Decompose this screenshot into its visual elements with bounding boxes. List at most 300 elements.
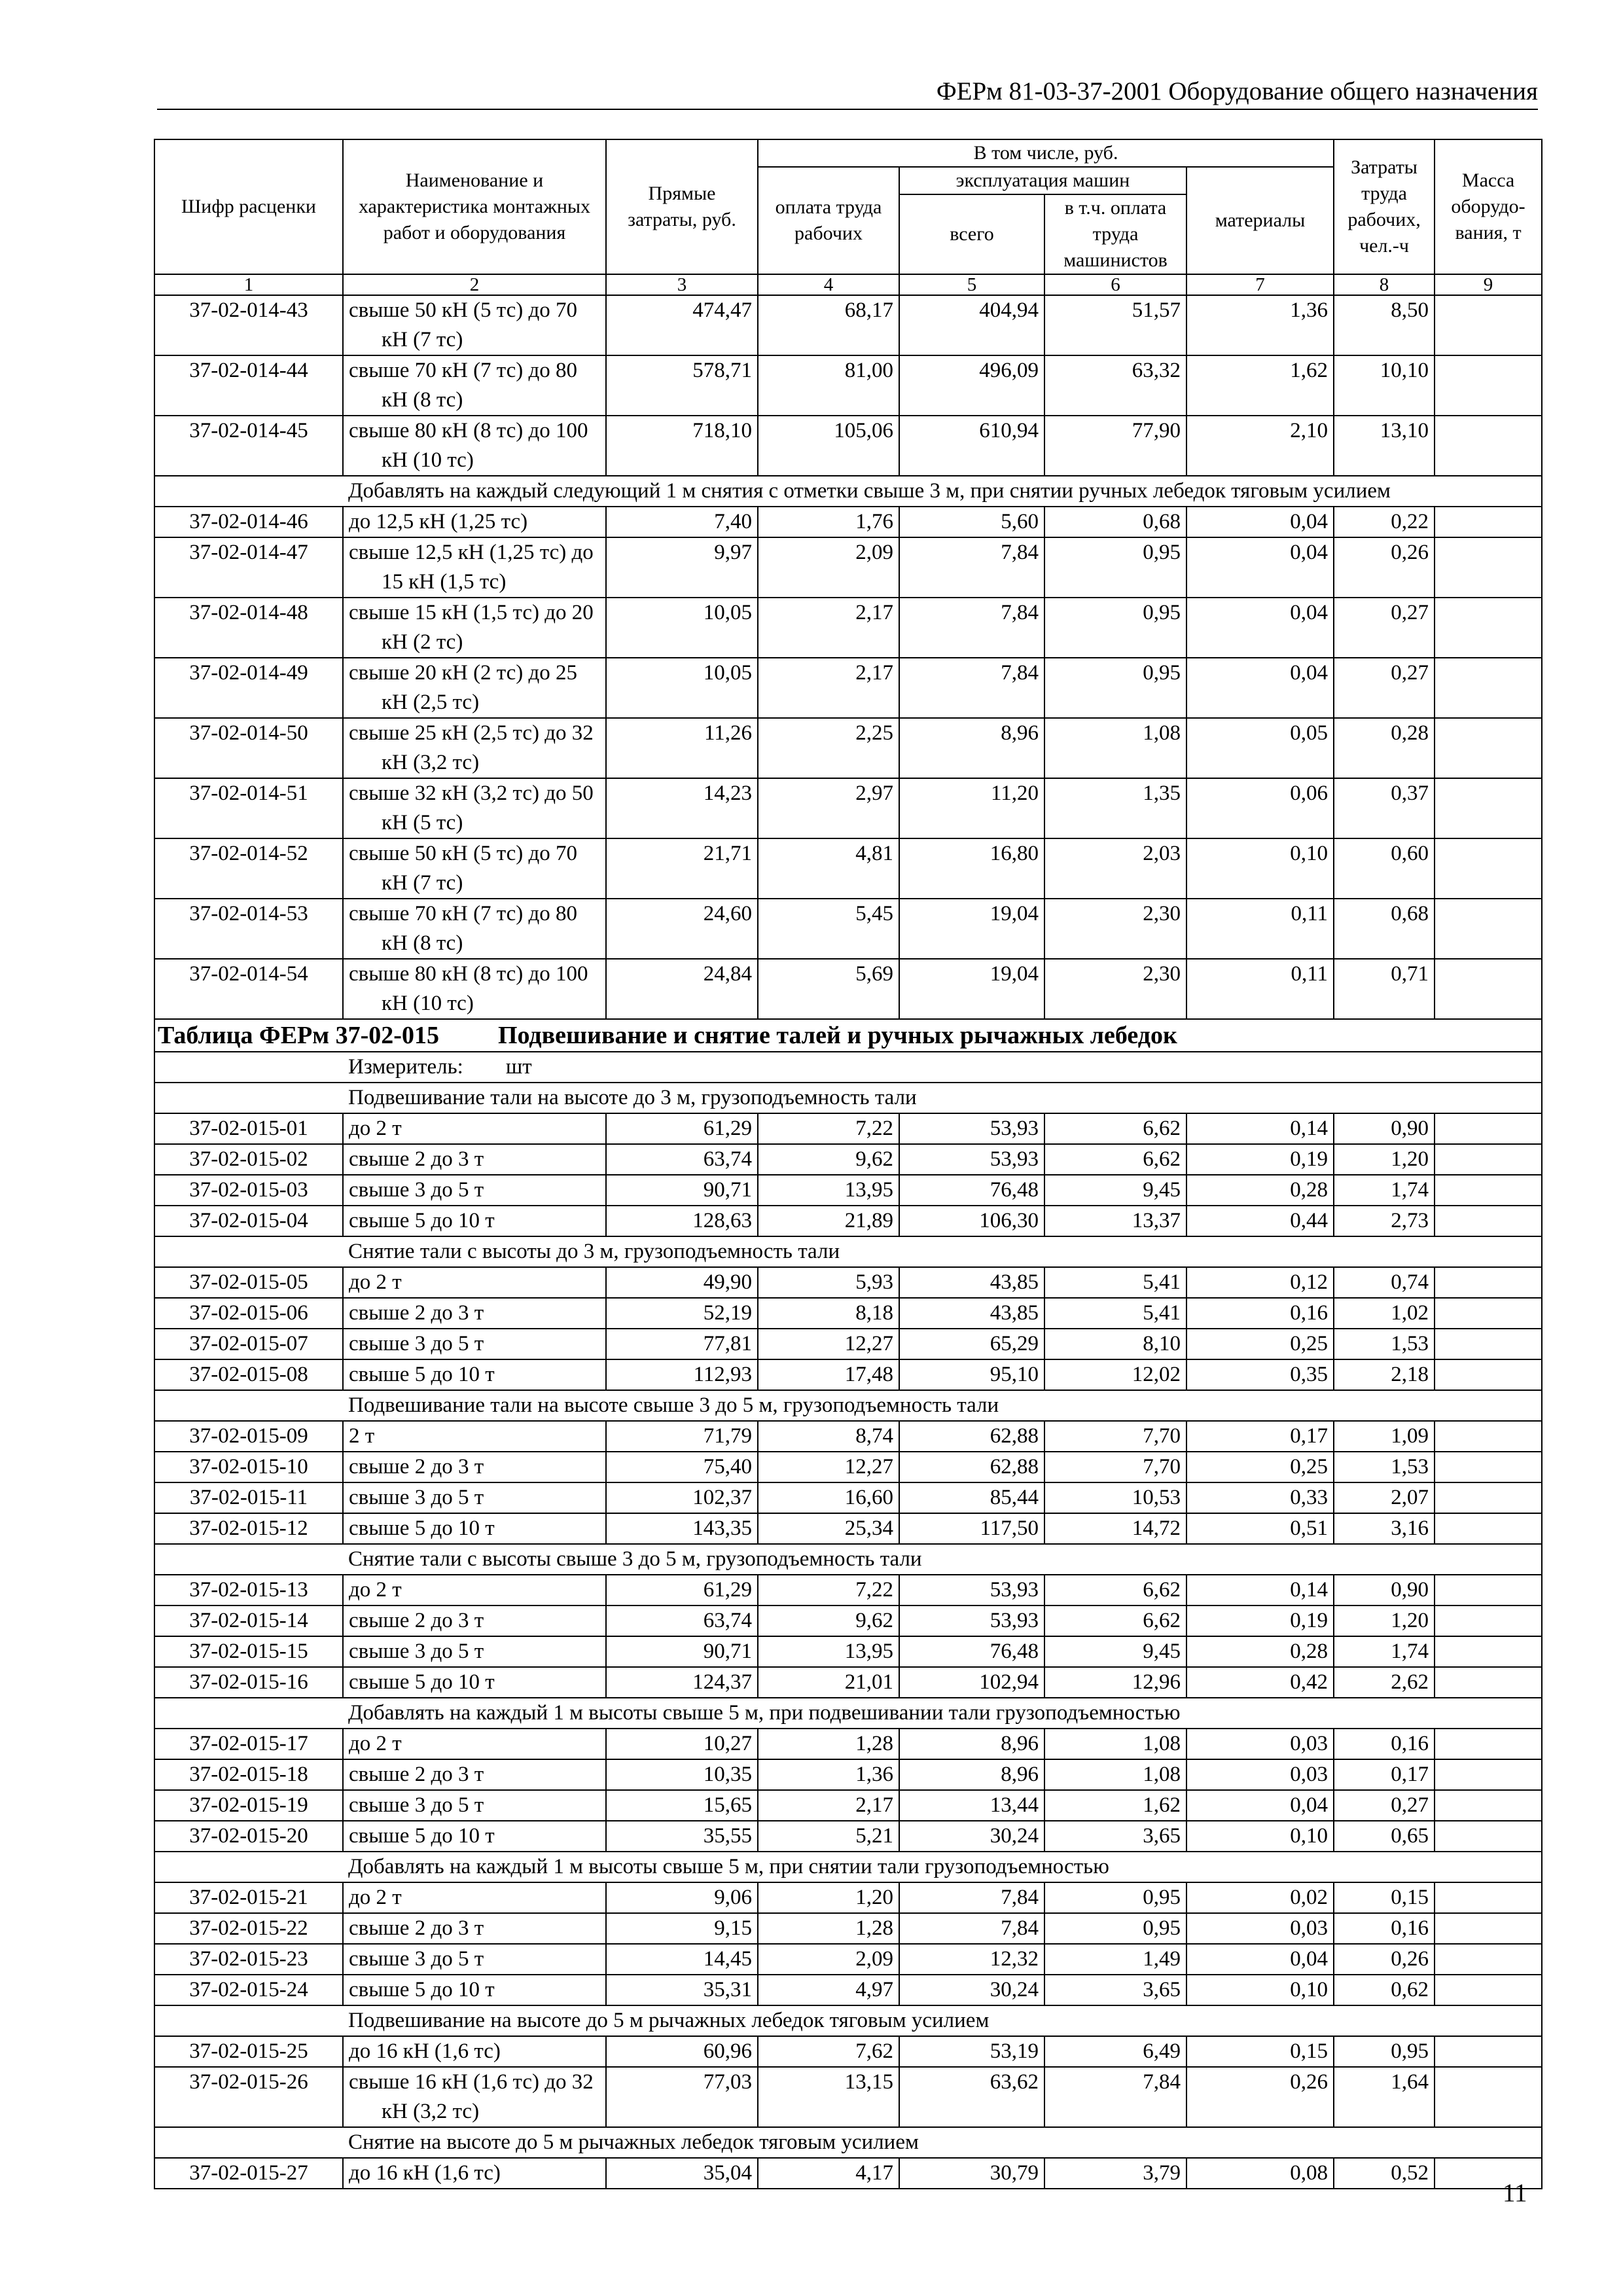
value-cell: 61,29 xyxy=(606,1575,758,1605)
col-materials-header: материалы xyxy=(1186,167,1334,274)
value-cell: 12,27 xyxy=(758,1329,899,1359)
value-cell: 2,30 xyxy=(1044,899,1186,959)
work-name: свыше 2 до 3 т xyxy=(343,1452,606,1482)
value-cell: 1,76 xyxy=(758,507,899,537)
table-row xyxy=(154,959,1542,1019)
value-cell: 0,14 xyxy=(1186,1113,1334,1144)
col-number: 5 xyxy=(899,274,1044,295)
table-name: Подвешивание и снятие талей и ручных рычажных лебедок xyxy=(497,1022,1177,1049)
value-cell: 0,04 xyxy=(1186,1790,1334,1821)
value-cell: 718,10 xyxy=(606,416,758,476)
section-spacer xyxy=(154,1544,343,1575)
mass-cell xyxy=(1435,1605,1542,1636)
mass-cell xyxy=(1435,2036,1542,2067)
mass-cell xyxy=(1435,1913,1542,1944)
rate-code: 37-02-015-03 xyxy=(154,1175,343,1206)
section-title: Снятие тали с высоты до 3 м, грузоподъемность тали xyxy=(343,1236,1542,1267)
rate-code: 37-02-015-20 xyxy=(154,1821,343,1852)
mass-cell xyxy=(1435,1452,1542,1482)
value-cell: 1,36 xyxy=(1186,295,1334,355)
mass-cell xyxy=(1435,1513,1542,1544)
measure-row xyxy=(154,1052,1542,1083)
value-cell: 95,10 xyxy=(899,1359,1044,1390)
value-cell: 1,74 xyxy=(1334,1175,1435,1206)
value-cell: 0,25 xyxy=(1186,1452,1334,1482)
value-cell: 21,01 xyxy=(758,1667,899,1698)
mass-cell xyxy=(1435,838,1542,899)
value-cell: 106,30 xyxy=(899,1206,1044,1236)
value-cell: 1,08 xyxy=(1044,1759,1186,1790)
value-cell: 35,55 xyxy=(606,1821,758,1852)
value-cell: 30,79 xyxy=(899,2158,1044,2189)
work-name: до 2 т xyxy=(343,1113,606,1144)
value-cell: 11,26 xyxy=(606,718,758,778)
table-row xyxy=(154,1759,1542,1790)
rate-code: 37-02-015-16 xyxy=(154,1667,343,1698)
value-cell: 75,40 xyxy=(606,1452,758,1482)
value-cell: 5,41 xyxy=(1044,1298,1186,1329)
section-spacer xyxy=(154,476,343,507)
value-cell: 81,00 xyxy=(758,355,899,416)
value-cell: 16,80 xyxy=(899,838,1044,899)
value-cell: 0,95 xyxy=(1044,598,1186,658)
value-cell: 0,28 xyxy=(1186,1636,1334,1667)
value-cell: 578,71 xyxy=(606,355,758,416)
section-row xyxy=(154,2005,1542,2036)
table-row xyxy=(154,1359,1542,1390)
value-cell: 63,74 xyxy=(606,1605,758,1636)
table-row xyxy=(154,537,1542,598)
table-row xyxy=(154,1575,1542,1605)
value-cell: 17,48 xyxy=(758,1359,899,1390)
rate-code: 37-02-015-05 xyxy=(154,1267,343,1298)
rate-code: 37-02-014-53 xyxy=(154,899,343,959)
section-spacer xyxy=(154,1390,343,1421)
value-cell: 7,84 xyxy=(899,537,1044,598)
rate-code: 37-02-015-18 xyxy=(154,1759,343,1790)
value-cell: 90,71 xyxy=(606,1636,758,1667)
value-cell: 8,18 xyxy=(758,1298,899,1329)
value-cell: 0,52 xyxy=(1334,2158,1435,2189)
col-number: 9 xyxy=(1435,274,1542,295)
rate-code: 37-02-014-47 xyxy=(154,537,343,598)
value-cell: 0,12 xyxy=(1186,1267,1334,1298)
value-cell: 49,90 xyxy=(606,1267,758,1298)
table-row xyxy=(154,2036,1542,2067)
value-cell: 19,04 xyxy=(899,899,1044,959)
value-cell: 5,41 xyxy=(1044,1267,1186,1298)
value-cell: 71,79 xyxy=(606,1421,758,1452)
value-cell: 11,20 xyxy=(899,778,1044,838)
rate-code: 37-02-015-24 xyxy=(154,1975,343,2005)
mass-cell xyxy=(1435,1113,1542,1144)
rate-code: 37-02-015-07 xyxy=(154,1329,343,1359)
section-row xyxy=(154,1698,1542,1729)
section-row xyxy=(154,1852,1542,1882)
value-cell: 30,24 xyxy=(899,1821,1044,1852)
work-name: свыше 3 до 5 т xyxy=(343,1790,606,1821)
table-body xyxy=(154,295,1542,2189)
value-cell: 0,26 xyxy=(1334,537,1435,598)
work-name: свыше 3 до 5 т xyxy=(343,1482,606,1513)
rate-code: 37-02-014-54 xyxy=(154,959,343,1019)
value-cell: 13,10 xyxy=(1334,416,1435,476)
work-name: свыше 5 до 10 т xyxy=(343,1975,606,2005)
value-cell: 0,51 xyxy=(1186,1513,1334,1544)
value-cell: 3,79 xyxy=(1044,2158,1186,2189)
value-cell: 8,96 xyxy=(899,718,1044,778)
table-row xyxy=(154,1329,1542,1359)
value-cell: 0,15 xyxy=(1186,2036,1334,2067)
section-title: Добавлять на каждый 1 м высоты свыше 5 м, при подвешивании тали грузоподъемностью xyxy=(343,1698,1542,1729)
value-cell: 5,60 xyxy=(899,507,1044,537)
value-cell: 105,06 xyxy=(758,416,899,476)
value-cell: 112,93 xyxy=(606,1359,758,1390)
table-row xyxy=(154,1913,1542,1944)
table-row xyxy=(154,838,1542,899)
value-cell: 0,42 xyxy=(1186,1667,1334,1698)
value-cell: 53,93 xyxy=(899,1144,1044,1175)
section-spacer xyxy=(154,1236,343,1267)
table-row xyxy=(154,1206,1542,1236)
value-cell: 63,32 xyxy=(1044,355,1186,416)
value-cell: 10,35 xyxy=(606,1759,758,1790)
value-cell: 7,84 xyxy=(1044,2067,1186,2127)
value-cell: 2,18 xyxy=(1334,1359,1435,1390)
value-cell: 5,69 xyxy=(758,959,899,1019)
value-cell: 0,62 xyxy=(1334,1975,1435,2005)
rate-code: 37-02-015-02 xyxy=(154,1144,343,1175)
value-cell: 61,29 xyxy=(606,1113,758,1144)
mass-cell xyxy=(1435,658,1542,718)
value-cell: 8,74 xyxy=(758,1421,899,1452)
value-cell: 1,62 xyxy=(1186,355,1334,416)
work-name: до 2 т xyxy=(343,1575,606,1605)
value-cell: 12,27 xyxy=(758,1452,899,1482)
value-cell: 1,74 xyxy=(1334,1636,1435,1667)
col-code-header: Шифр расценки xyxy=(154,139,343,274)
value-cell: 0,17 xyxy=(1334,1759,1435,1790)
value-cell: 0,03 xyxy=(1186,1913,1334,1944)
work-name: свыше 2 до 3 т xyxy=(343,1913,606,1944)
value-cell: 1,08 xyxy=(1044,1729,1186,1759)
work-name: до 2 т xyxy=(343,1729,606,1759)
value-cell: 0,04 xyxy=(1186,537,1334,598)
value-cell: 2,17 xyxy=(758,1790,899,1821)
work-name: свыше 5 до 10 т xyxy=(343,1667,606,1698)
value-cell: 2,09 xyxy=(758,537,899,598)
section-spacer xyxy=(154,1698,343,1729)
measure xyxy=(154,1052,1542,1083)
value-cell: 14,23 xyxy=(606,778,758,838)
value-cell: 0,68 xyxy=(1334,899,1435,959)
rate-code: 37-02-014-46 xyxy=(154,507,343,537)
section-spacer xyxy=(154,1083,343,1113)
value-cell: 0,95 xyxy=(1334,2036,1435,2067)
value-cell: 6,62 xyxy=(1044,1575,1186,1605)
value-cell: 1,49 xyxy=(1044,1944,1186,1975)
table-row xyxy=(154,1267,1542,1298)
mass-cell xyxy=(1435,1944,1542,1975)
col-number: 2 xyxy=(343,274,606,295)
value-cell: 0,16 xyxy=(1186,1298,1334,1329)
section-spacer xyxy=(154,1852,343,1882)
rate-code: 37-02-015-15 xyxy=(154,1636,343,1667)
table-row xyxy=(154,598,1542,658)
value-cell: 63,62 xyxy=(899,2067,1044,2127)
work-name: свыше 12,5 кН (1,25 тс) до 15 кН (1,5 тс) xyxy=(343,537,606,598)
rate-code: 37-02-014-52 xyxy=(154,838,343,899)
mass-cell xyxy=(1435,1790,1542,1821)
rate-code: 37-02-015-17 xyxy=(154,1729,343,1759)
work-name: до 16 кН (1,6 тс) xyxy=(343,2158,606,2189)
col-incl-header: В том числе, руб. xyxy=(758,139,1334,167)
col-number: 7 xyxy=(1186,274,1334,295)
rate-code: 37-02-014-49 xyxy=(154,658,343,718)
work-name: свыше 2 до 3 т xyxy=(343,1759,606,1790)
value-cell: 0,04 xyxy=(1186,507,1334,537)
work-name: до 2 т xyxy=(343,1882,606,1913)
value-cell: 7,84 xyxy=(899,1913,1044,1944)
work-name: свыше 3 до 5 т xyxy=(343,1944,606,1975)
value-cell: 0,22 xyxy=(1334,507,1435,537)
value-cell: 7,84 xyxy=(899,658,1044,718)
value-cell: 5,93 xyxy=(758,1267,899,1298)
column-numbers-row xyxy=(154,274,1542,295)
value-cell: 0,44 xyxy=(1186,1206,1334,1236)
rate-code: 37-02-014-51 xyxy=(154,778,343,838)
mass-cell xyxy=(1435,1206,1542,1236)
value-cell: 7,40 xyxy=(606,507,758,537)
section-row xyxy=(154,1236,1542,1267)
value-cell: 7,62 xyxy=(758,2036,899,2067)
mass-cell xyxy=(1435,959,1542,1019)
section-title: Снятие на высоте до 5 м рычажных лебедок тяговым усилием xyxy=(343,2127,1542,2158)
value-cell: 68,17 xyxy=(758,295,899,355)
mass-cell xyxy=(1435,1175,1542,1206)
rate-code: 37-02-014-48 xyxy=(154,598,343,658)
value-cell: 1,35 xyxy=(1044,778,1186,838)
work-name: свыше 70 кН (7 тс) до 80 кН (8 тс) xyxy=(343,899,606,959)
table-row xyxy=(154,507,1542,537)
value-cell: 77,90 xyxy=(1044,416,1186,476)
table-row xyxy=(154,1482,1542,1513)
mass-cell xyxy=(1435,507,1542,537)
section-row xyxy=(154,476,1542,507)
value-cell: 1,20 xyxy=(758,1882,899,1913)
mass-cell xyxy=(1435,1482,1542,1513)
col-machinist-wages-header: в т.ч. оплата труда машинистов xyxy=(1044,194,1186,274)
value-cell: 0,71 xyxy=(1334,959,1435,1019)
value-cell: 1,53 xyxy=(1334,1452,1435,1482)
value-cell: 0,10 xyxy=(1186,1975,1334,2005)
value-cell: 10,27 xyxy=(606,1729,758,1759)
value-cell: 9,97 xyxy=(606,537,758,598)
value-cell: 0,04 xyxy=(1186,1944,1334,1975)
value-cell: 12,02 xyxy=(1044,1359,1186,1390)
page-number: 11 xyxy=(1503,2179,1527,2207)
value-cell: 35,04 xyxy=(606,2158,758,2189)
mass-cell xyxy=(1435,1329,1542,1359)
value-cell: 7,84 xyxy=(899,598,1044,658)
section-row xyxy=(154,1544,1542,1575)
table-row xyxy=(154,1729,1542,1759)
work-name: свыше 3 до 5 т xyxy=(343,1175,606,1206)
mass-cell xyxy=(1435,1267,1542,1298)
value-cell: 7,22 xyxy=(758,1575,899,1605)
value-cell: 8,10 xyxy=(1044,1329,1186,1359)
value-cell: 9,45 xyxy=(1044,1636,1186,1667)
value-cell: 51,57 xyxy=(1044,295,1186,355)
value-cell: 0,17 xyxy=(1186,1421,1334,1452)
measure-label: Измеритель: xyxy=(348,1055,463,1079)
col-mass-header: Масса оборудо-вания, т xyxy=(1435,139,1542,274)
mass-cell xyxy=(1435,537,1542,598)
mass-cell xyxy=(1435,1667,1542,1698)
value-cell: 1,28 xyxy=(758,1729,899,1759)
value-cell: 0,05 xyxy=(1186,718,1334,778)
value-cell: 9,45 xyxy=(1044,1175,1186,1206)
section-row xyxy=(154,2127,1542,2158)
value-cell: 10,05 xyxy=(606,598,758,658)
rate-code: 37-02-015-19 xyxy=(154,1790,343,1821)
value-cell: 1,02 xyxy=(1334,1298,1435,1329)
table-row xyxy=(154,899,1542,959)
work-name: свыше 16 кН (1,6 тс) до 32 кН (3,2 тс) xyxy=(343,2067,606,2127)
value-cell: 85,44 xyxy=(899,1482,1044,1513)
mass-cell xyxy=(1435,1575,1542,1605)
mass-cell xyxy=(1435,416,1542,476)
value-cell: 0,16 xyxy=(1334,1729,1435,1759)
value-cell: 2,97 xyxy=(758,778,899,838)
value-cell: 7,22 xyxy=(758,1113,899,1144)
value-cell: 9,62 xyxy=(758,1605,899,1636)
value-cell: 24,60 xyxy=(606,899,758,959)
value-cell: 0,25 xyxy=(1186,1329,1334,1359)
table-row xyxy=(154,1452,1542,1482)
work-name: до 16 кН (1,6 тс) xyxy=(343,2036,606,2067)
value-cell: 124,37 xyxy=(606,1667,758,1698)
value-cell: 0,68 xyxy=(1044,507,1186,537)
value-cell: 0,03 xyxy=(1186,1729,1334,1759)
work-name: свыше 50 кН (5 тс) до 70 кН (7 тс) xyxy=(343,295,606,355)
value-cell: 0,19 xyxy=(1186,1144,1334,1175)
value-cell: 2,30 xyxy=(1044,959,1186,1019)
value-cell: 24,84 xyxy=(606,959,758,1019)
value-cell: 2,73 xyxy=(1334,1206,1435,1236)
table-title xyxy=(154,1019,1542,1052)
mass-cell xyxy=(1435,1298,1542,1329)
value-cell: 10,53 xyxy=(1044,1482,1186,1513)
value-cell: 0,14 xyxy=(1186,1575,1334,1605)
table-row xyxy=(154,658,1542,718)
value-cell: 13,15 xyxy=(758,2067,899,2127)
value-cell: 1,36 xyxy=(758,1759,899,1790)
section-row xyxy=(154,1083,1542,1113)
value-cell: 0,35 xyxy=(1186,1359,1334,1390)
table-row xyxy=(154,1790,1542,1821)
col-name-header: Наименование и характеристика монтажных работ и оборудования xyxy=(343,139,606,274)
table-row xyxy=(154,355,1542,416)
value-cell: 53,93 xyxy=(899,1605,1044,1636)
rate-code: 37-02-015-14 xyxy=(154,1605,343,1636)
table-row xyxy=(154,2067,1542,2127)
rate-code: 37-02-015-01 xyxy=(154,1113,343,1144)
section-title: Снятие тали с высоты свыше 3 до 5 м, грузоподъемность тали xyxy=(343,1544,1542,1575)
table-row xyxy=(154,1513,1542,1544)
value-cell: 143,35 xyxy=(606,1513,758,1544)
col-number: 3 xyxy=(606,274,758,295)
value-cell: 16,60 xyxy=(758,1482,899,1513)
work-name: свыше 5 до 10 т xyxy=(343,1359,606,1390)
value-cell: 62,88 xyxy=(899,1452,1044,1482)
col-wages-header: оплата труда рабочих xyxy=(758,167,899,274)
value-cell: 13,44 xyxy=(899,1790,1044,1821)
value-cell: 21,71 xyxy=(606,838,758,899)
work-name: свыше 5 до 10 т xyxy=(343,1206,606,1236)
mass-cell xyxy=(1435,1359,1542,1390)
mass-cell xyxy=(1435,1144,1542,1175)
table-row xyxy=(154,1175,1542,1206)
section-title: Подвешивание тали на высоте свыше 3 до 5 м, грузоподъемность тали xyxy=(343,1390,1542,1421)
work-name: свыше 32 кН (3,2 тс) до 50 кН (5 тс) xyxy=(343,778,606,838)
value-cell: 1,64 xyxy=(1334,2067,1435,2127)
table-row xyxy=(154,1421,1542,1452)
section-title: Добавлять на каждый следующий 1 м снятия с отметки свыше 3 м, при снятии ручных лебедок тяговым усилием xyxy=(343,476,1542,507)
work-name: свыше 2 до 3 т xyxy=(343,1605,606,1636)
value-cell: 14,45 xyxy=(606,1944,758,1975)
value-cell: 0,08 xyxy=(1186,2158,1334,2189)
value-cell: 610,94 xyxy=(899,416,1044,476)
table-row xyxy=(154,1667,1542,1698)
rate-code: 37-02-014-50 xyxy=(154,718,343,778)
table-row xyxy=(154,1636,1542,1667)
mass-cell xyxy=(1435,1421,1542,1452)
value-cell: 76,48 xyxy=(899,1636,1044,1667)
section-spacer xyxy=(154,2127,343,2158)
work-name: свыше 2 до 3 т xyxy=(343,1298,606,1329)
value-cell: 0,06 xyxy=(1186,778,1334,838)
value-cell: 0,10 xyxy=(1186,1821,1334,1852)
value-cell: 0,03 xyxy=(1186,1759,1334,1790)
value-cell: 53,93 xyxy=(899,1113,1044,1144)
value-cell: 2,07 xyxy=(1334,1482,1435,1513)
value-cell: 13,95 xyxy=(758,1636,899,1667)
table-row xyxy=(154,1821,1542,1852)
value-cell: 0,11 xyxy=(1186,899,1334,959)
value-cell: 102,94 xyxy=(899,1667,1044,1698)
mass-cell xyxy=(1435,1759,1542,1790)
value-cell: 35,31 xyxy=(606,1975,758,2005)
table-row xyxy=(154,1605,1542,1636)
value-cell: 496,09 xyxy=(899,355,1044,416)
value-cell: 0,27 xyxy=(1334,598,1435,658)
rates-table xyxy=(154,139,1543,2189)
rate-code: 37-02-014-44 xyxy=(154,355,343,416)
table-title-row xyxy=(154,1019,1542,1052)
value-cell: 0,02 xyxy=(1186,1882,1334,1913)
value-cell: 7,84 xyxy=(899,1882,1044,1913)
value-cell: 1,08 xyxy=(1044,718,1186,778)
rate-code: 37-02-015-10 xyxy=(154,1452,343,1482)
value-cell: 0,26 xyxy=(1186,2067,1334,2127)
value-cell: 43,85 xyxy=(899,1298,1044,1329)
value-cell: 1,20 xyxy=(1334,1605,1435,1636)
section-row xyxy=(154,1390,1542,1421)
rate-code: 37-02-015-04 xyxy=(154,1206,343,1236)
value-cell: 6,49 xyxy=(1044,2036,1186,2067)
value-cell: 2,25 xyxy=(758,718,899,778)
